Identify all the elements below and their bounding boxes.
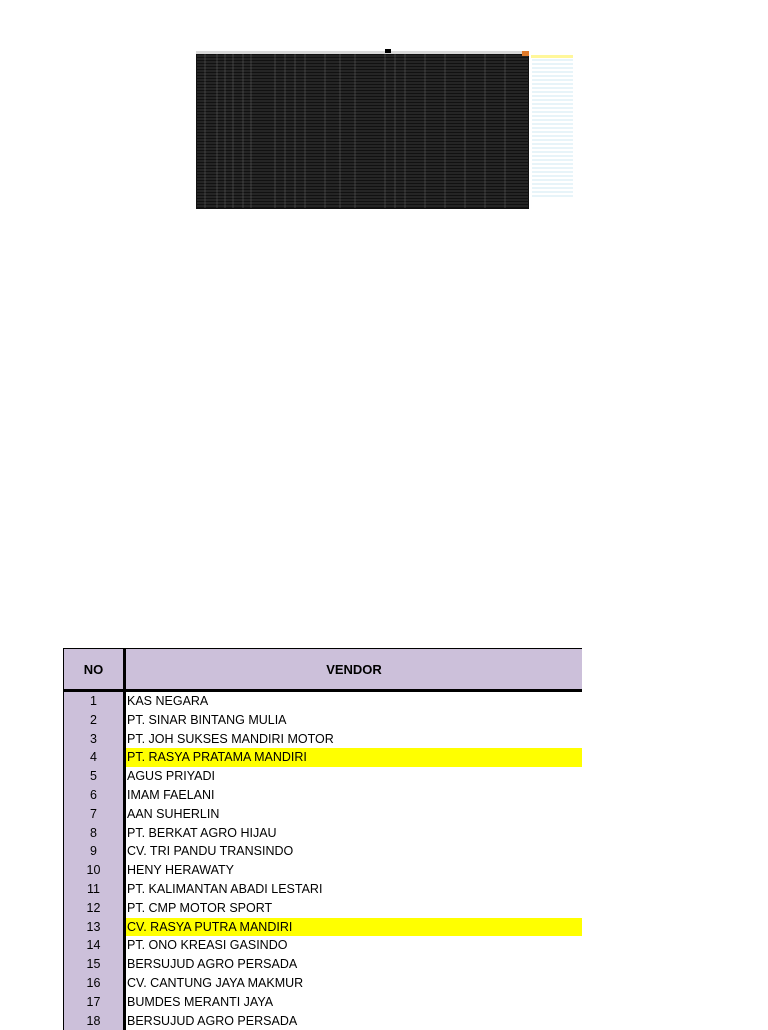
- row-vendor-name: BUMDES MERANTI JAYA: [127, 994, 274, 1009]
- table-row[interactable]: [63, 974, 582, 993]
- row-vendor-name: CV. TRI PANDU TRANSINDO: [127, 844, 294, 859]
- row-number: 18: [63, 1012, 126, 1030]
- row-number: 13: [63, 918, 126, 937]
- row-vendor-name: CV. CANTUNG JAYA MAKMUR: [127, 975, 304, 990]
- row-vendor-name: CV. RASYA PUTRA MANDIRI: [126, 918, 582, 937]
- header-no: NO: [63, 649, 126, 689]
- row-vendor-name: PT. JOH SUKSES MANDIRI MOTOR: [127, 731, 334, 746]
- table-row[interactable]: [63, 805, 582, 824]
- row-number: 8: [63, 824, 126, 843]
- row-number: 7: [63, 805, 126, 824]
- table-row[interactable]: [63, 767, 582, 786]
- table-header: [63, 648, 582, 692]
- table-row[interactable]: [63, 748, 582, 767]
- table-row[interactable]: [63, 842, 582, 861]
- table-row[interactable]: [63, 880, 582, 899]
- vendor-table: [63, 648, 582, 1030]
- table-row[interactable]: [63, 824, 582, 843]
- row-vendor-name: BERSUJUD AGRO PERSADA: [127, 1013, 298, 1028]
- row-vendor-name: PT. KALIMANTAN ABADI LESTARI: [127, 881, 323, 896]
- row-vendor-name: KAS NEGARA: [127, 694, 209, 708]
- row-vendor-name: PT. BERKAT AGRO HIJAU: [127, 825, 277, 840]
- row-vendor-name: IMAM FAELANI: [127, 787, 215, 802]
- row-number: 10: [63, 861, 126, 880]
- row-number: 12: [63, 899, 126, 918]
- row-vendor-name: HENY HERAWATY: [127, 863, 234, 878]
- row-vendor-name: AAN SUHERLIN: [127, 806, 220, 821]
- row-vendor-name: BERSUJUD AGRO PERSADA: [127, 957, 298, 972]
- row-number: 15: [63, 955, 126, 974]
- table-row[interactable]: [63, 1012, 582, 1030]
- row-number: 6: [63, 786, 126, 805]
- row-number: 14: [63, 936, 126, 955]
- table-row[interactable]: [63, 692, 582, 711]
- row-number: 9: [63, 842, 126, 861]
- table-row[interactable]: [63, 730, 582, 749]
- table-row[interactable]: [63, 861, 582, 880]
- sheet-overview-graphic: [195, 48, 575, 210]
- row-number: 3: [63, 730, 126, 749]
- table-row[interactable]: [63, 955, 582, 974]
- sheet-overview-thumbnail: [195, 48, 575, 210]
- table-row[interactable]: [63, 711, 582, 730]
- row-number: 2: [63, 711, 126, 730]
- table-row[interactable]: [63, 936, 582, 955]
- table-row[interactable]: [63, 918, 582, 937]
- row-number: 4: [63, 748, 126, 767]
- row-vendor-name: AGUS PRIYADI: [127, 769, 215, 784]
- table-row[interactable]: [63, 786, 582, 805]
- header-vendor: VENDOR: [326, 661, 382, 677]
- table-row[interactable]: [63, 899, 582, 918]
- row-number: 11: [63, 880, 126, 899]
- row-number: 5: [63, 767, 126, 786]
- row-vendor-name: PT. CMP MOTOR SPORT: [127, 900, 273, 915]
- row-number: 16: [63, 974, 126, 993]
- row-vendor-name: PT. SINAR BINTANG MULIA: [127, 712, 287, 727]
- row-number: 1: [63, 692, 126, 711]
- row-number: 17: [63, 993, 126, 1012]
- row-vendor-name: PT. ONO KREASI GASINDO: [127, 938, 288, 953]
- table-body: [63, 692, 582, 1030]
- row-vendor-name: PT. RASYA PRATAMA MANDIRI: [126, 748, 582, 767]
- table-row[interactable]: [63, 993, 582, 1012]
